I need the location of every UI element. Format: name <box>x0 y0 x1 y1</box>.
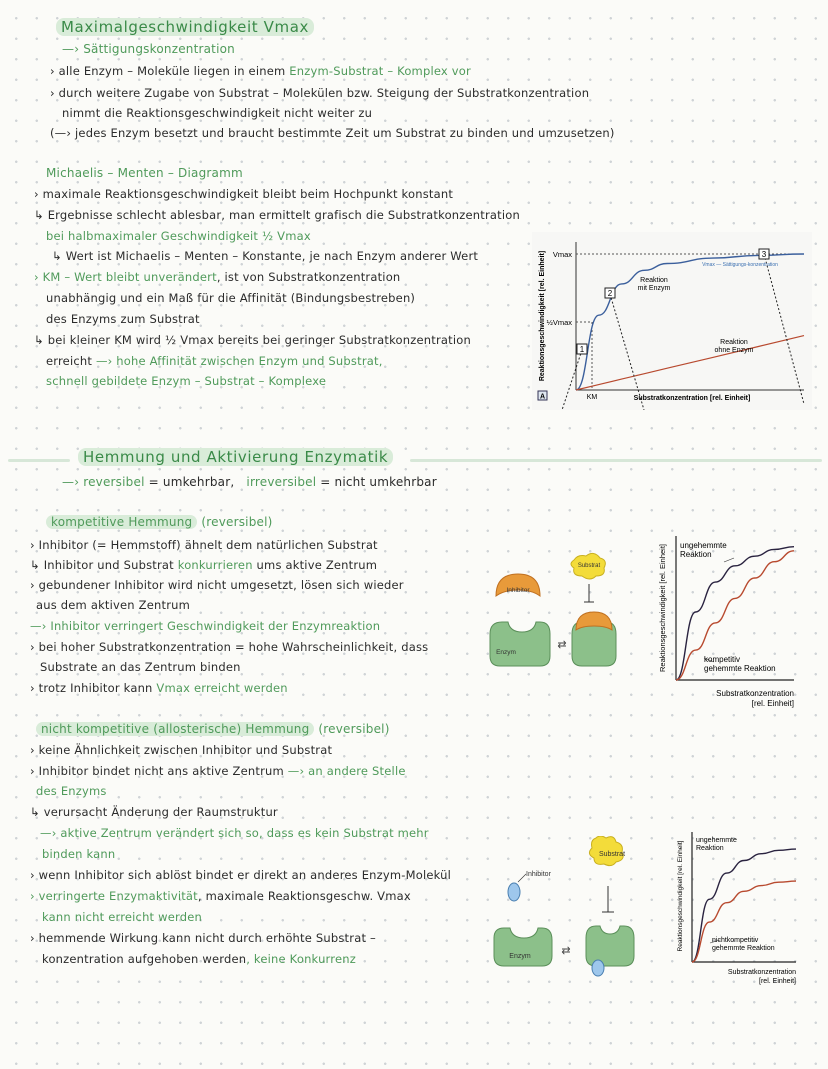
text-line: › bei hoher Substratkonzentration = hohe Wahrscheinlichkeit, dass <box>30 640 429 654</box>
text-line: ↳ bei kleiner KM wird ½ Vmax bereits bei geringer Substratkonzentration <box>34 333 471 347</box>
enzyme-label: Enzym <box>496 649 516 656</box>
divider-right <box>410 459 822 462</box>
text-line: —› aktive Zentrum verändert sich so, dass es kein Substrat mehr <box>40 826 429 840</box>
section-title-vmax: Maximalgeschwindigkeit Vmax <box>56 20 314 34</box>
text-line: schnell gebildete Enzym – Substrat – Komplexe <box>46 374 327 388</box>
divider-left <box>8 459 70 462</box>
text-line: kann nicht erreicht werden <box>42 910 202 924</box>
comp-top-label: ungehemmte Reaktion <box>680 541 727 559</box>
text-line: ↳ Ergebnisse schlecht ablesbar, man ermittelt grafisch die Substratkonzentration <box>34 208 521 222</box>
mm-km-label: KM <box>586 394 598 401</box>
michaelis-menten-chart <box>532 232 812 410</box>
noncomp-x-label: Substratkonzentration <box>727 969 796 976</box>
inhibitor-label: Inhibitor <box>506 587 530 594</box>
mm-bg <box>532 232 812 410</box>
enzyme-shape <box>490 622 550 666</box>
noncompetitive-chart <box>674 828 798 990</box>
mm-y-label: Reaktionsgeschwindigkeit [rel. Einheit] <box>539 250 546 382</box>
text-line: konzentration aufgehoben werden, keine Konkurrenz <box>42 952 356 966</box>
substrate-label: Substrat <box>598 851 626 858</box>
text-line: des Enzyms <box>36 784 107 798</box>
comp-bot-label: kompetitiv gehemmte Reaktion <box>704 655 776 673</box>
mm-halfvmax-label: ½Vmax <box>546 318 572 327</box>
inhibitor-label: Inhibitor <box>526 871 551 878</box>
comp-chart-svg <box>654 530 796 710</box>
text-line: › Inhibitor (= Hemmstoff) ähnelt dem natürlichen Substrat <box>30 538 378 552</box>
mm-marker-3-label: 3 <box>761 250 767 259</box>
text-line: › keine Ähnlichkeit zwischen Inhibitor und Substrat <box>30 743 333 757</box>
text-line: erreicht —› hohe Affinität zwischen Enzym und Substrat, <box>46 354 383 368</box>
noncomp-bot-label: nichtkompetitiv gehemmte Reaktion <box>712 937 775 952</box>
text-line: › Inhibitor bindet nicht ans aktive Zentrum —› an andere Stelle <box>30 764 406 778</box>
text-line: › trotz Inhibitor kann Vmax erreicht werden <box>30 681 288 695</box>
text-line: des Enzyms zum Substrat <box>46 312 200 326</box>
text-line: › maximale Reaktionsgeschwindigkeit bleibt beim Hochpunkt konstant <box>34 187 454 201</box>
text-line: › alle Enzym – Moleküle liegen in einem Enzym-Substrat – Komplex vor <box>50 64 471 78</box>
subtitle-saettigung: —› Sättigungskonzentration <box>62 42 235 56</box>
text-line: › verringerte Enzymaktivität, maximale Reaktionsgeschw. Vmax <box>30 889 411 903</box>
text-line: Substrate an das Zentrum binden <box>40 660 241 674</box>
comp-illustration-svg <box>484 552 634 670</box>
text-line: unabhängig und ein Maß für die Affinität (Bindungsbestreben) <box>46 291 416 305</box>
noncomp-y-label: Reaktionsgeschwindigkeit [rel. Einheit] <box>677 840 684 952</box>
noncomp-illustration-svg <box>490 836 640 986</box>
inhibitor-bound-shape <box>592 960 604 976</box>
comp-x-label: Substratkonzentration <box>716 689 794 698</box>
mm-vmax-label: Vmax <box>552 250 572 259</box>
comp-x-unit: [rel. Einheit] <box>751 699 794 708</box>
text-line: › gebundener Inhibitor wird nicht umgesetzt, lösen sich wieder <box>30 578 404 592</box>
competitive-chart <box>654 530 796 710</box>
text-line: ↳ Inhibitor und Substrat konkurrieren ums aktive Zentrum <box>30 558 378 572</box>
inhibitor-leader <box>518 874 526 882</box>
mm-enzyme-label: Reaktion mit Enzym <box>637 277 671 292</box>
text-line: binden kann <box>42 847 116 861</box>
mm-noenzyme-label: Reaktion ohne Enzym <box>714 339 754 354</box>
enzyme-bound-shape <box>586 926 634 966</box>
section-title-michaelis: Michaelis – Menten – Diagramm <box>46 166 243 180</box>
equilibrium-arrow: ⇄ <box>561 945 571 957</box>
enzyme-label: Enzym <box>509 953 531 960</box>
enzyme-shape <box>494 928 552 966</box>
mm-chart-svg <box>532 232 812 410</box>
text-line: bei halbmaximaler Geschwindigkeit ½ Vmax <box>46 229 311 243</box>
comp-top-leader <box>724 558 734 562</box>
noncomp-x-unit: [rel. Einheit] <box>759 978 796 985</box>
text-line: ↳ Wert ist Michaelis – Menten – Konstante, je nach Enzym anderer Wert <box>52 249 479 263</box>
inhibitor-shape <box>508 883 520 901</box>
mm-x-label: Substratkonzentration [rel. Einheit] <box>633 395 751 402</box>
text-line: › wenn Inhibitor sich ablöst bindet er direkt an anderes Enzym-Molekül <box>30 868 452 882</box>
equilibrium-arrow: ⇄ <box>557 639 567 651</box>
section-title-kompetitiv: kompetitive Hemmung (reversibel) <box>46 515 273 529</box>
text-line: › hemmende Wirkung kann nicht durch erhöhte Substrat – <box>30 931 376 945</box>
text-line: (—› jedes Enzym besetzt und braucht bestimmte Zeit um Substrat zu binden und umzusetzen) <box>50 126 615 140</box>
mm-marker-1-label: 1 <box>579 345 585 354</box>
substrate-label: Substrat <box>577 563 601 569</box>
mm-panel-label: A <box>539 393 546 401</box>
comp-y-label: Reaktionsgeschwindigkeit [rel. Einheit] <box>658 544 667 672</box>
text-line: nimmt die Reaktionsgeschwindigkeit nicht weiter zu <box>62 106 373 120</box>
noncomp-chart-svg <box>674 828 798 990</box>
text-line: —› reversibel = umkehrbar, irreversibel = nicht umkehrbar <box>62 475 437 489</box>
competitive-illustration <box>484 552 634 670</box>
mm-note-label: Vmax — Sättigungs-konzentration <box>702 262 778 268</box>
text-line: —› Inhibitor verringert Geschwindigkeit der Enzymreaktion <box>30 619 381 633</box>
section-title-hemmung: Hemmung und Aktivierung Enzymatik <box>78 450 393 464</box>
text-line: aus dem aktiven Zentrum <box>36 598 191 612</box>
noncompetitive-illustration <box>490 836 640 986</box>
text-line: › durch weitere Zugabe von Substrat – Molekülen bzw. Steigung der Substratkonzentration <box>50 86 590 100</box>
text-line: ↳ verursacht Änderung der Raumstruktur <box>30 805 278 819</box>
noncomp-top-label: ungehemmte Reaktion <box>696 837 737 852</box>
mm-marker-2-label: 2 <box>607 289 613 298</box>
section-title-nichtkompetitiv: nicht kompetitive (allosterische) Hemmung (reversibel) <box>36 722 390 736</box>
text-line: › KM – Wert bleibt unverändert, ist von Substratkonzentration <box>34 270 401 284</box>
